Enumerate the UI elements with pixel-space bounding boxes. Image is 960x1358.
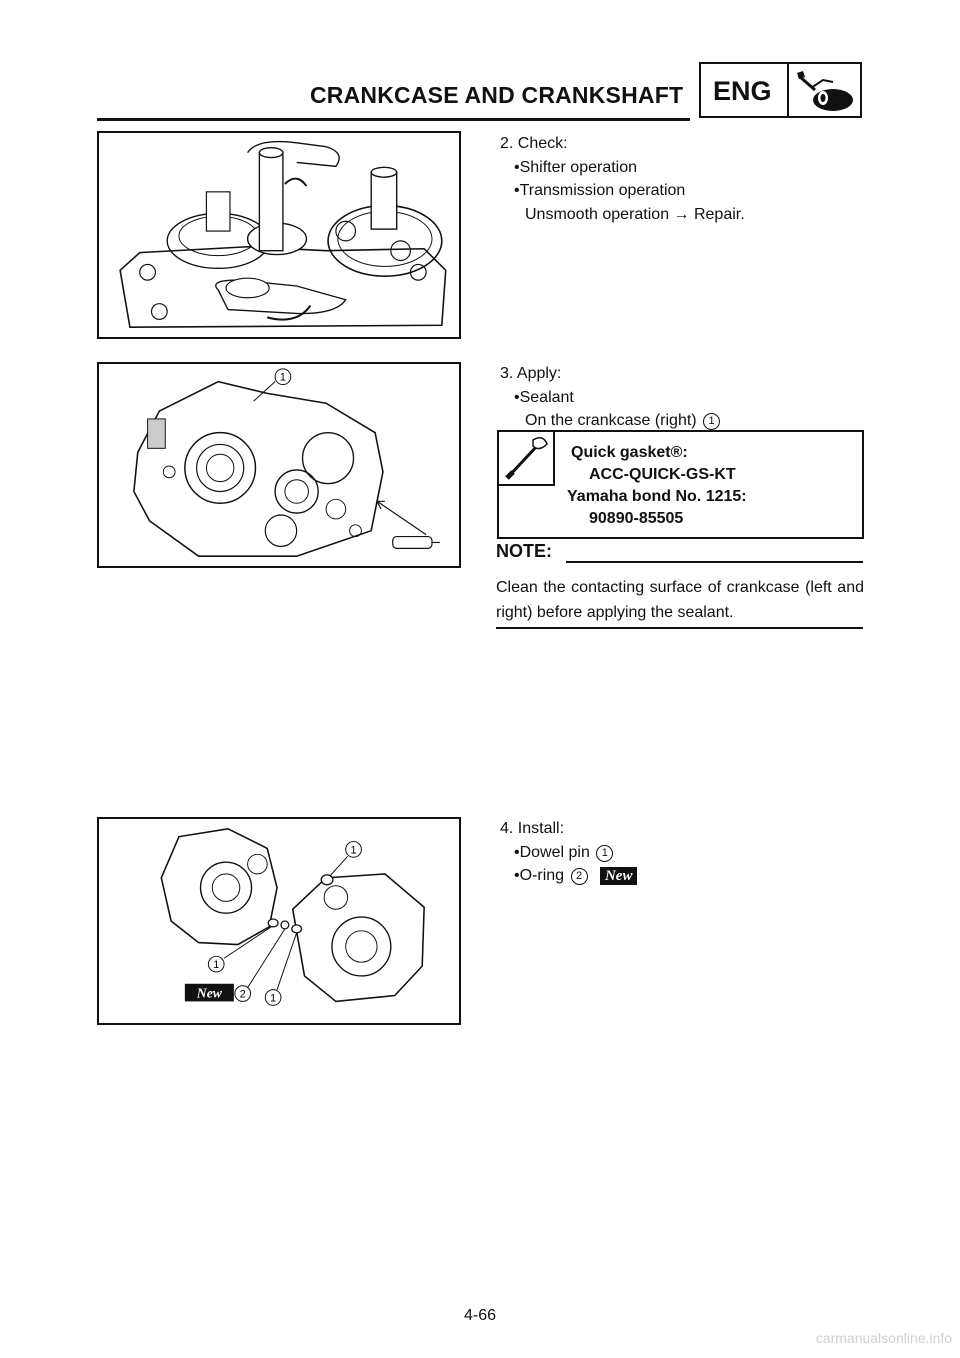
note-rule-bottom	[496, 627, 863, 629]
step-install-title: 4. Install:	[500, 820, 565, 837]
note-heading: NOTE:	[496, 541, 552, 561]
step-apply-location-text: On the crankcase (right)	[525, 412, 697, 429]
spec-yamaha-bond-number: 90890-85505	[589, 510, 684, 527]
sealant-spec-box	[497, 430, 864, 539]
fig3-callout-dowel-bottom: 1	[270, 992, 277, 1005]
step-check-action: Unsmooth operation → Repair.	[525, 205, 745, 223]
figure-shifter-check	[97, 131, 461, 339]
fig2-callout: 1	[279, 371, 286, 384]
spec-lines	[567, 442, 747, 530]
callout-2: 2	[571, 868, 588, 885]
section-badge-label: ENG	[713, 76, 772, 106]
step-check-title: 2. Check:	[500, 135, 568, 152]
step-apply-location	[500, 409, 720, 433]
step-check-bullet-transmission: •Transmission operation	[514, 182, 686, 199]
step-check-bullet-shifter: •Shifter operation	[514, 158, 638, 176]
spec-yamaha-bond: Yamaha bond No. 1215:	[567, 488, 747, 505]
fig3-callout-oring: 2	[239, 988, 246, 1001]
spec-quick-gasket: Quick gasket®:	[571, 444, 688, 461]
section-badge	[699, 62, 862, 118]
watermark: carmanualsonline.info	[815, 1330, 952, 1346]
callout-1: 1	[703, 413, 720, 430]
badge-divider	[787, 64, 789, 116]
step-install-oring-text: •O-ring	[514, 867, 565, 884]
figure-install-dowel	[97, 817, 461, 1025]
step-install-dowel-text: •Dowel pin	[514, 843, 590, 861]
step-apply	[500, 362, 720, 433]
header-rule	[97, 118, 690, 121]
figure-sealant-apply	[97, 362, 461, 568]
sealant-tool-icon	[499, 432, 555, 486]
new-part-badge: New	[600, 867, 638, 885]
crankcase-halves-illustration	[99, 819, 459, 1023]
fig3-callout-dowel-left: 1	[213, 959, 220, 972]
page-title: CRANKCASE AND CRANKSHAFT	[310, 82, 684, 108]
fig3-callout-dowel-top: 1	[350, 844, 357, 857]
step-install	[500, 817, 637, 888]
fig3-new-badge-text: New	[196, 985, 222, 1001]
page-number: 4-66	[463, 1307, 497, 1324]
note-body: Clean the contacting surface of crankcase (left and right) before applying the sealant.	[496, 579, 864, 621]
step-apply-bullet-sealant: •Sealant	[514, 388, 574, 406]
note-rule-top	[566, 561, 863, 563]
callout-1: 1	[596, 845, 613, 862]
engine-icon	[793, 68, 857, 114]
spec-quick-gasket-number: ACC-QUICK-GS-KT	[589, 466, 736, 483]
step-apply-title: 3. Apply:	[500, 365, 562, 382]
step-install-dowel	[500, 841, 637, 865]
step-check	[500, 132, 745, 226]
step-install-oring	[500, 864, 637, 888]
shifter-check-illustration	[99, 133, 459, 337]
crankcase-right-illustration	[99, 364, 459, 566]
